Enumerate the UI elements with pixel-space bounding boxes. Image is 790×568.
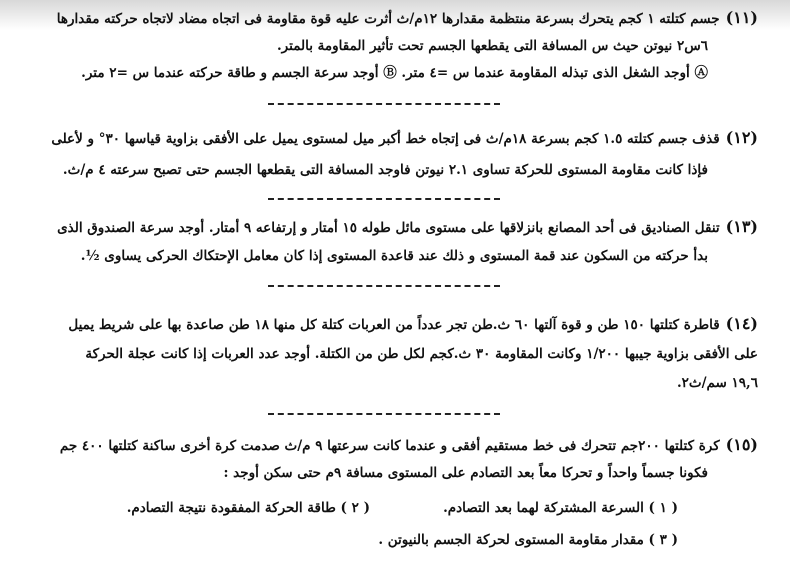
- problem-14-line-2: على الأفقى بزاوية جيبها ١/٢٠٠ وكانت المقاومة ٣٠ ث.كجم لكل طن من الكتلة. أوجد عدد العربات إذا كانت عجلة الحركة: [85, 346, 758, 362]
- problem-15-line-2: فكونا جسماً واحداً و تحركا معاً بعد التصادم على المستوى مسافة ٩م حتى سكن أوجد :: [223, 465, 708, 481]
- problem-text: قاطرة كتلتها ١٥٠ طن و قوة آلتها ٦٠ ث.طن تجر عدداً من العربات كتلة كل منها ١٨ طن صاعدة بها على شريط يميل: [68, 317, 720, 333]
- problem-12-line-2: فإذا كانت مقاومة المستوى للحركة تساوى ٢.١ نيوتن فاوجد المسافة التى يقطعها الجسم حتى تصبح سرعته ٤ م/ث.: [62, 162, 708, 178]
- problem-number: (١٥): [725, 435, 758, 454]
- problem-15-line-1: [60, 435, 758, 456]
- problem-text: كرة كتلتها ٢٠٠جم تتحرك فى خط مستقيم أفقى و عندما كانت سرعتها ٩ م/ث صدمت كرة أخرى ساكنة كتلتها ٤٠٠ جم: [59, 438, 720, 454]
- problem-text: جسم كتلته ١ كجم يتحرك بسرعة منتظمة مقدارها ١٢م/ث أثرت عليه قوة مقاومة فى اتجاه مضاد لاتجاه حركته مقدارها: [56, 11, 720, 27]
- problem-11-line-1: [57, 8, 758, 29]
- problem-number: (١٤): [725, 314, 758, 333]
- problem-15-item-1: ( ١ ) السرعة المشتركة لهما بعد التصادم.: [443, 500, 678, 516]
- separator: [268, 103, 500, 105]
- problem-number: (١١): [725, 8, 758, 27]
- problem-11-line-2: ٦س٢ نيوتن حيث س المسافة التى يقطعها الجسم تحت تأثير المقاومة بالمتر.: [276, 38, 708, 54]
- problem-11-line-3: Ⓐ أوجد الشغل الذى تبذله المقاومة عندما س =٤ متر. Ⓑ أوجد سرعة الجسم و طاقة حركته عندما س =٢ متر.: [81, 65, 708, 81]
- separator: [268, 198, 500, 200]
- problem-15-item-3: ( ٣ ) مقدار مقاومة المستوى لحركة الجسم بالنيوتن .: [378, 532, 678, 548]
- problem-text: تنقل الصناديق فى أحد المصانع بانزلاقها على مستوى مائل طوله ١٥ أمتار و إرتفاعه ٩ أمتار. أوجد سرعة الصندوق الذى: [57, 220, 720, 236]
- separator: [268, 413, 500, 415]
- problem-number: (١٢): [725, 128, 758, 147]
- problem-13-line-2: بدأ حركته من السكون عند قمة المستوى و ذلك عند قاعدة المستوى إذا كان معامل الإحتكاك الحركى يساوى ½.: [80, 248, 708, 264]
- problem-14-line-1: [68, 314, 758, 335]
- problem-13-line-1: [57, 217, 758, 238]
- problem-text: قذف جسم كتلته ١.٥ كجم بسرعة ١٨م/ث فى إتجاه خط أكبر ميل لمستوى يميل على الأفقى بزاوية قياسها ٣٠° و لأعلى: [51, 131, 720, 147]
- problem-12-line-1: [51, 128, 758, 149]
- problem-15-item-2: ( ٢ ) طاقة الحركة المفقودة نتيجة التصادم.: [126, 500, 370, 516]
- problem-14-line-3: ١٩,٦ سم/ث٢.: [676, 375, 758, 391]
- separator: [268, 285, 500, 287]
- problem-number: (١٣): [725, 217, 758, 236]
